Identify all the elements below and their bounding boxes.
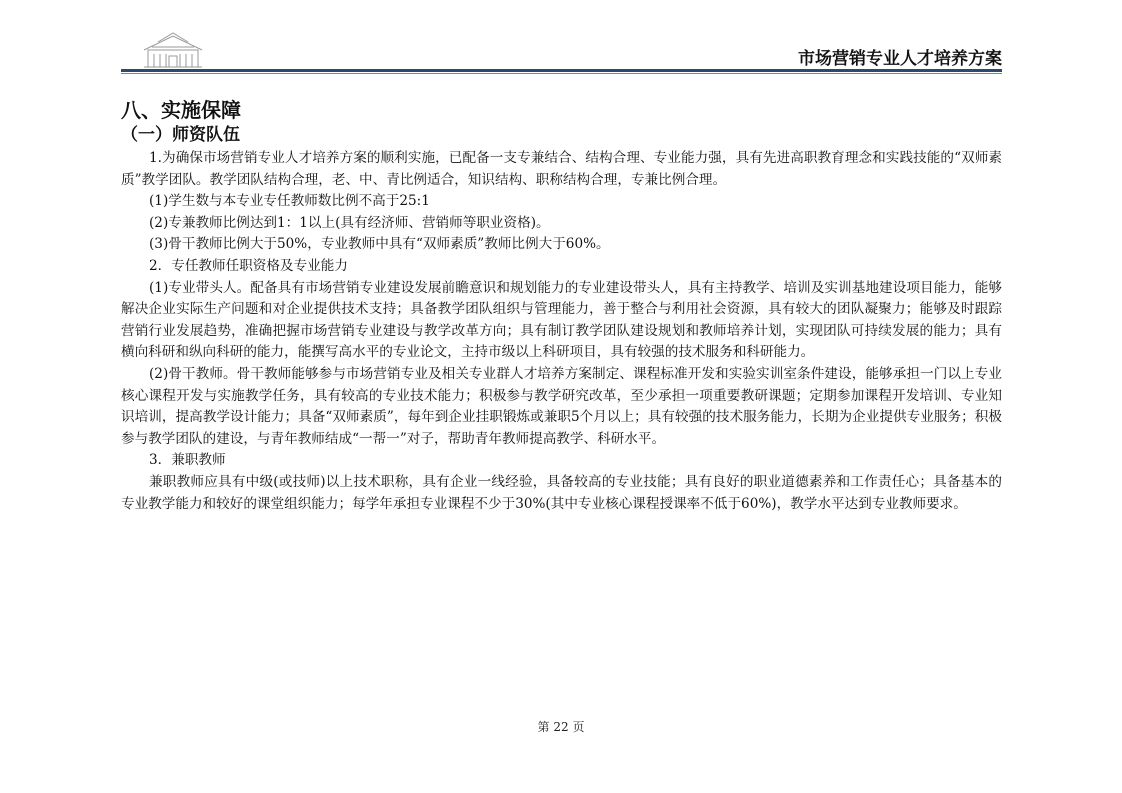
header-rule-thick: [121, 69, 1002, 72]
paragraph: 1.为确保市场营销专业人才培养方案的顺利实施，已配备一支专兼结合、结构合理、专业能力强，具有先进高职教育理念和实践技能的“双师素质”教学团队。教学团队结构合理，老、中、青比例适合，知识结构、职称结构合理，专兼比例合理。: [121, 150, 1002, 188]
document-header-title: 市场营销专业人才培养方案: [798, 49, 1002, 69]
paragraph: 2．专任教师任职资格及专业能力: [149, 257, 348, 274]
paragraph: (3)骨干教师比例大于50%，专业教师中具有“双师素质”教师比例大于60%。: [149, 236, 610, 253]
subsection-heading: （一）师资队伍: [121, 125, 240, 145]
campus-building-icon: [138, 30, 208, 70]
page-content: [121, 97, 1002, 515]
paragraph: 3．兼职教师: [149, 452, 226, 469]
section-heading: 八、实施保障: [121, 98, 241, 122]
paragraph: 兼职教师应具有中级(或技师)以上技术职称，具有企业一线经验，具备较高的专业技能；具有良好的职业道德素养和工作责任心；具备基本的专业教学能力和较好的课堂组织能力；每学年承担专业课程不少于30%(其中专业核心课程授课率不低于60%)，教学水平达到专业教师要求。: [121, 473, 1002, 512]
page-number: 第 22 页: [537, 720, 585, 734]
header-rule-thin: [121, 73, 1002, 74]
paragraph: (1)学生数与本专业专任教师数比例不高于25:1: [149, 193, 430, 210]
paragraph: (1)专业带头人。配备具有市场营销专业建设发展前瞻意识和规划能力的专业建设带头人，具有主持教学、培训及实训基地建设项目能力，能够解决企业实际生产问题和对企业提供技术支持；具备教学团队组织与管理能力，善于整合与利用社会资源，具有较大的团队凝聚力；能够及时跟踪营销行业发展趋势，准确把握市场营销专业建设与教学改革方向；具有制订教学团队建设规划和教师培养计划，实现团队可持续发展的能力；具有横向科研和纵向科研的能力，能撰写高水平的专业论文，主持市级以上科研项目，具有较强的技术服务和科研能力。: [121, 279, 1002, 361]
paragraph: (2)骨干教师。骨干教师能够参与市场营销专业及相关专业群人才培养方案制定、课程标准开发和实验实训室条件建设，能够承担一门以上专业核心课程开发与实施教学任务，具有较高的专业技术能力；积极参与教学研究改革，至少承担一项重要教研课题；定期参加课程开发培训、专业知识培训，提高教学设计能力；具备“双师素质”，每年到企业挂职锻炼或兼职5个月以上；具有较强的技术服务能力，长期为企业提供专业服务；积极参与教学团队的建设，与青年教师结成“一帮一”对子，帮助青年教师提高教学、科研水平。: [121, 365, 1002, 447]
paragraph: (2)专兼教师比例达到1：1以上(具有经济师、营销师等职业资格)。: [149, 214, 550, 231]
